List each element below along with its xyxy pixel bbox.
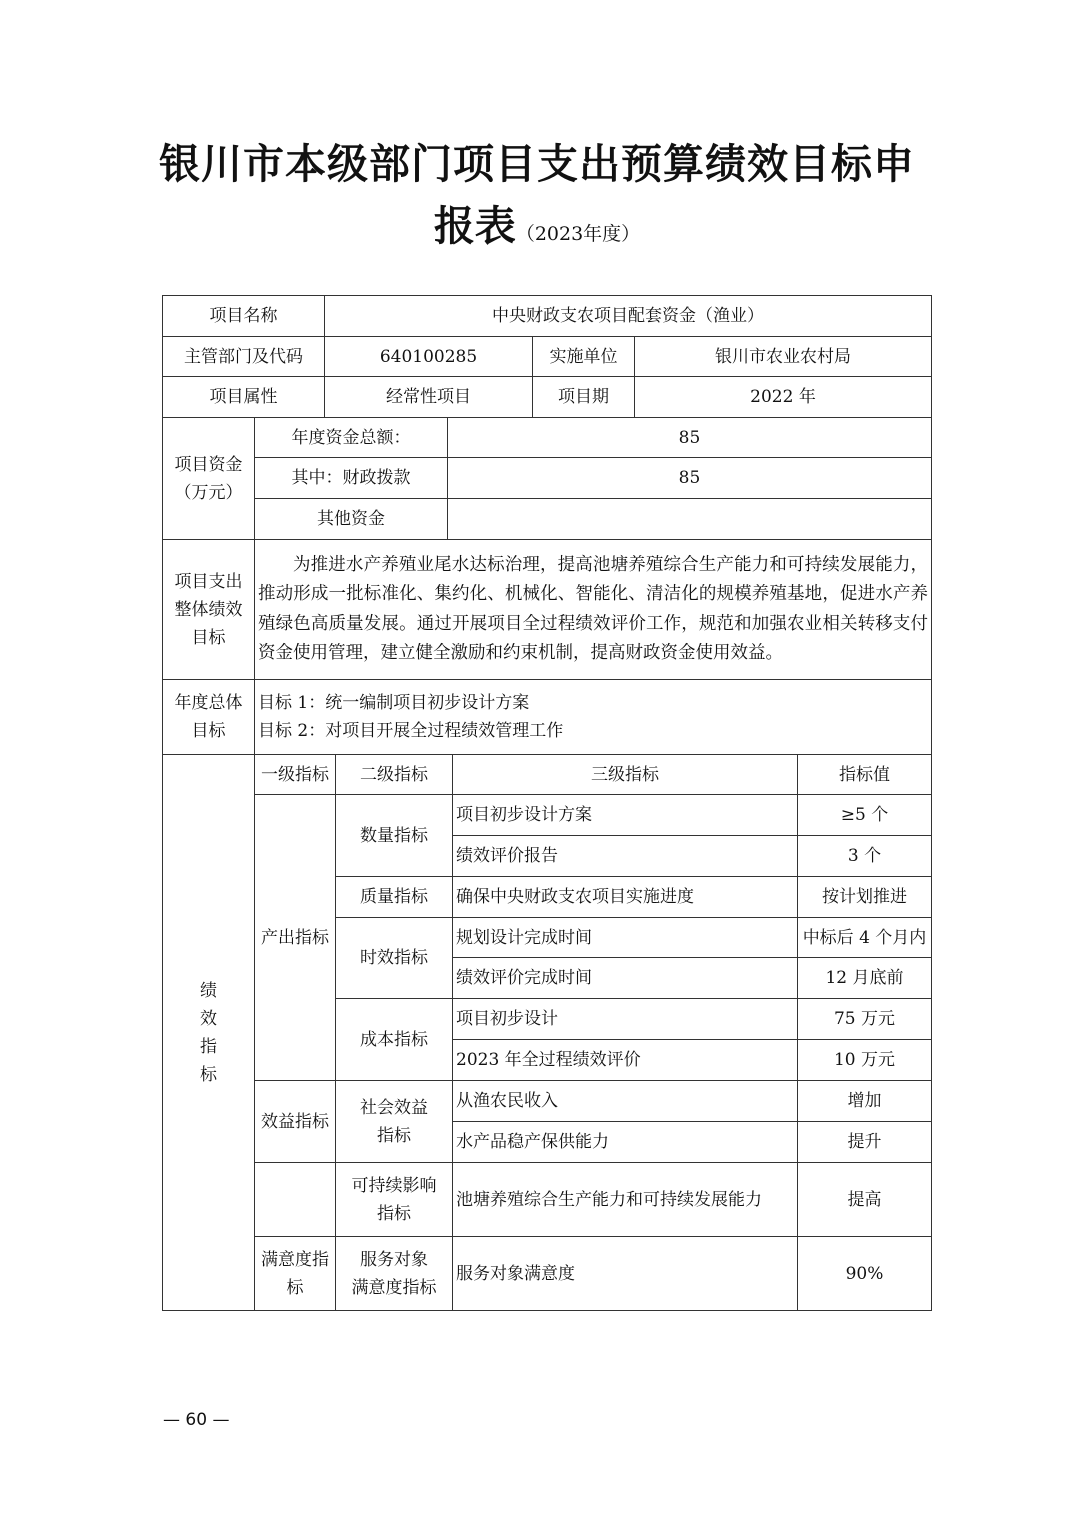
level2-service [335,1236,453,1311]
indicator-row-name: 规划设计完成时间 [452,917,798,958]
value-project-name: 中央财政支农项目配套资金（渔业） [324,295,932,337]
label-project-name: 项目名称 [162,295,325,337]
indicator-row-value: 90% [797,1236,932,1311]
indicator-row-name: 项目初步设计 [452,998,798,1040]
level1-satisfaction-line2: 标 [286,1277,304,1298]
overall-goal-text: 为推进水产养殖业尾水达标治理，提高池塘养殖综合生产能力和可持续发展能力，推动形成一批标准化、集约化、机械化、智能化、清洁化的规模养殖基地，促进水产养殖绿色高质量发展。通过开展项目全过程绩效评价工作，规范和加强农业相关转移支付资金使用管理，建立健全激励和约束机制，提高财政资金使用效益。 [258,554,928,663]
page-number: — 60 — [163,1410,230,1430]
indicator-row-name: 服务对象满意度 [452,1236,798,1311]
level2-social-line1: 社会效益 [360,1097,428,1118]
indicator-row-name: 池塘养殖综合生产能力和可持续发展能力 [452,1162,798,1237]
value-total-funds: 85 [447,417,932,458]
level2-quantity: 数量指标 [335,794,453,877]
level1-sustain-empty [254,1162,336,1237]
label-project-funds-line2: （万元） [174,482,243,503]
indicator-row-value: 提升 [797,1121,932,1163]
level2-social-line2: 指标 [377,1125,411,1146]
indicator-row-name: 项目初步设计方案 [452,794,798,836]
label-annual-goal [162,679,255,755]
level2-cost: 成本指标 [335,998,453,1081]
label-performance-indicators [162,754,255,1311]
label-total-funds: 年度资金总额： [254,417,448,458]
label-overall-goal-line2: 整体绩效 [174,599,243,620]
label-annual-goal-line2: 目标 [191,721,226,741]
label-dept-code: 主管部门及代码 [162,336,325,377]
label-overall-goal [162,539,255,680]
indicator-row-value: 提高 [797,1162,932,1237]
header-level1: 一级指标 [254,754,336,795]
level1-benefit: 效益指标 [254,1080,336,1163]
level2-timeliness: 时效指标 [335,917,453,999]
label-project-funds-line1: 项目资金 [174,454,243,475]
value-attribute: 经常性项目 [324,376,533,418]
indicator-row-name: 水产品稳产保供能力 [452,1121,798,1163]
level2-sustain-line1: 可持续影响 [351,1175,437,1196]
document-year: （2023年度） [515,223,641,245]
label-perf-char-3: 指 [200,1036,217,1057]
level1-satisfaction [254,1236,336,1311]
header-level3: 三级指标 [452,754,798,795]
indicator-row-name: 确保中央财政支农项目实施进度 [452,876,798,918]
indicator-row-name: 绩效评价完成时间 [452,957,798,999]
label-overall-goal-line1: 项目支出 [174,571,243,592]
indicator-row-value: 10 万元 [797,1039,932,1081]
indicator-row-value: 按计划推进 [797,876,932,918]
document-title-continuation: 报表 [433,202,516,250]
label-project-funds [162,417,255,540]
label-overall-goal-line3: 目标 [191,627,226,648]
label-other-funds: 其他资金 [254,498,448,540]
indicator-row-name: 绩效评价报告 [452,835,798,877]
label-annual-goal-line1: 年度总体 [174,693,243,713]
value-fiscal-funds: 85 [447,457,932,499]
level1-output: 产出指标 [254,794,336,1081]
indicator-row-value: 增加 [797,1080,932,1122]
indicator-row-value: 中标后 4 个月内 [797,917,932,958]
indicator-row-value: 3 个 [797,835,932,877]
level2-service-line1: 服务对象 [360,1249,428,1270]
label-perf-char-2: 效 [200,1008,217,1029]
label-period: 项目期 [532,376,635,418]
annual-goal-2: 目标 2：对项目开展全过程绩效管理工作 [258,721,564,741]
indicator-row-value: 75 万元 [797,998,932,1040]
document-title-line1: 银川市本级部门项目支出预算绩效目标申 [159,140,915,188]
value-period: 2022 年 [634,376,932,418]
indicator-row-value: 12 月底前 [797,957,932,999]
label-fiscal-funds: 其中：财政拨款 [254,457,448,499]
value-impl-unit: 银川市农业农村局 [634,336,932,377]
indicator-row-value: ≥5 个 [797,794,932,836]
header-level2: 二级指标 [335,754,453,795]
level2-sustain-line2: 指标 [377,1203,411,1224]
level2-sustain [335,1162,453,1237]
value-other-funds [447,498,932,540]
level1-satisfaction-line1: 满意度指 [261,1249,329,1270]
label-impl-unit: 实施单位 [532,336,635,377]
label-perf-char-4: 标 [200,1064,217,1085]
level2-service-line2: 满意度指标 [351,1277,437,1298]
indicator-row-name: 2023 年全过程绩效评价 [452,1039,798,1081]
value-annual-goals [254,679,932,755]
level2-quality: 质量指标 [335,876,453,918]
header-value: 指标值 [797,754,932,795]
level2-social [335,1080,453,1163]
indicator-row-name: 从渔农民收入 [452,1080,798,1122]
document-title-line2 [0,200,1074,261]
annual-goal-1: 目标 1：统一编制项目初步设计方案 [258,693,530,713]
value-overall-goal [254,539,932,680]
label-perf-char-1: 绩 [200,980,217,1001]
label-attribute: 项目属性 [162,376,325,418]
value-dept-code: 640100285 [324,336,533,377]
budget-performance-table [162,295,932,1311]
